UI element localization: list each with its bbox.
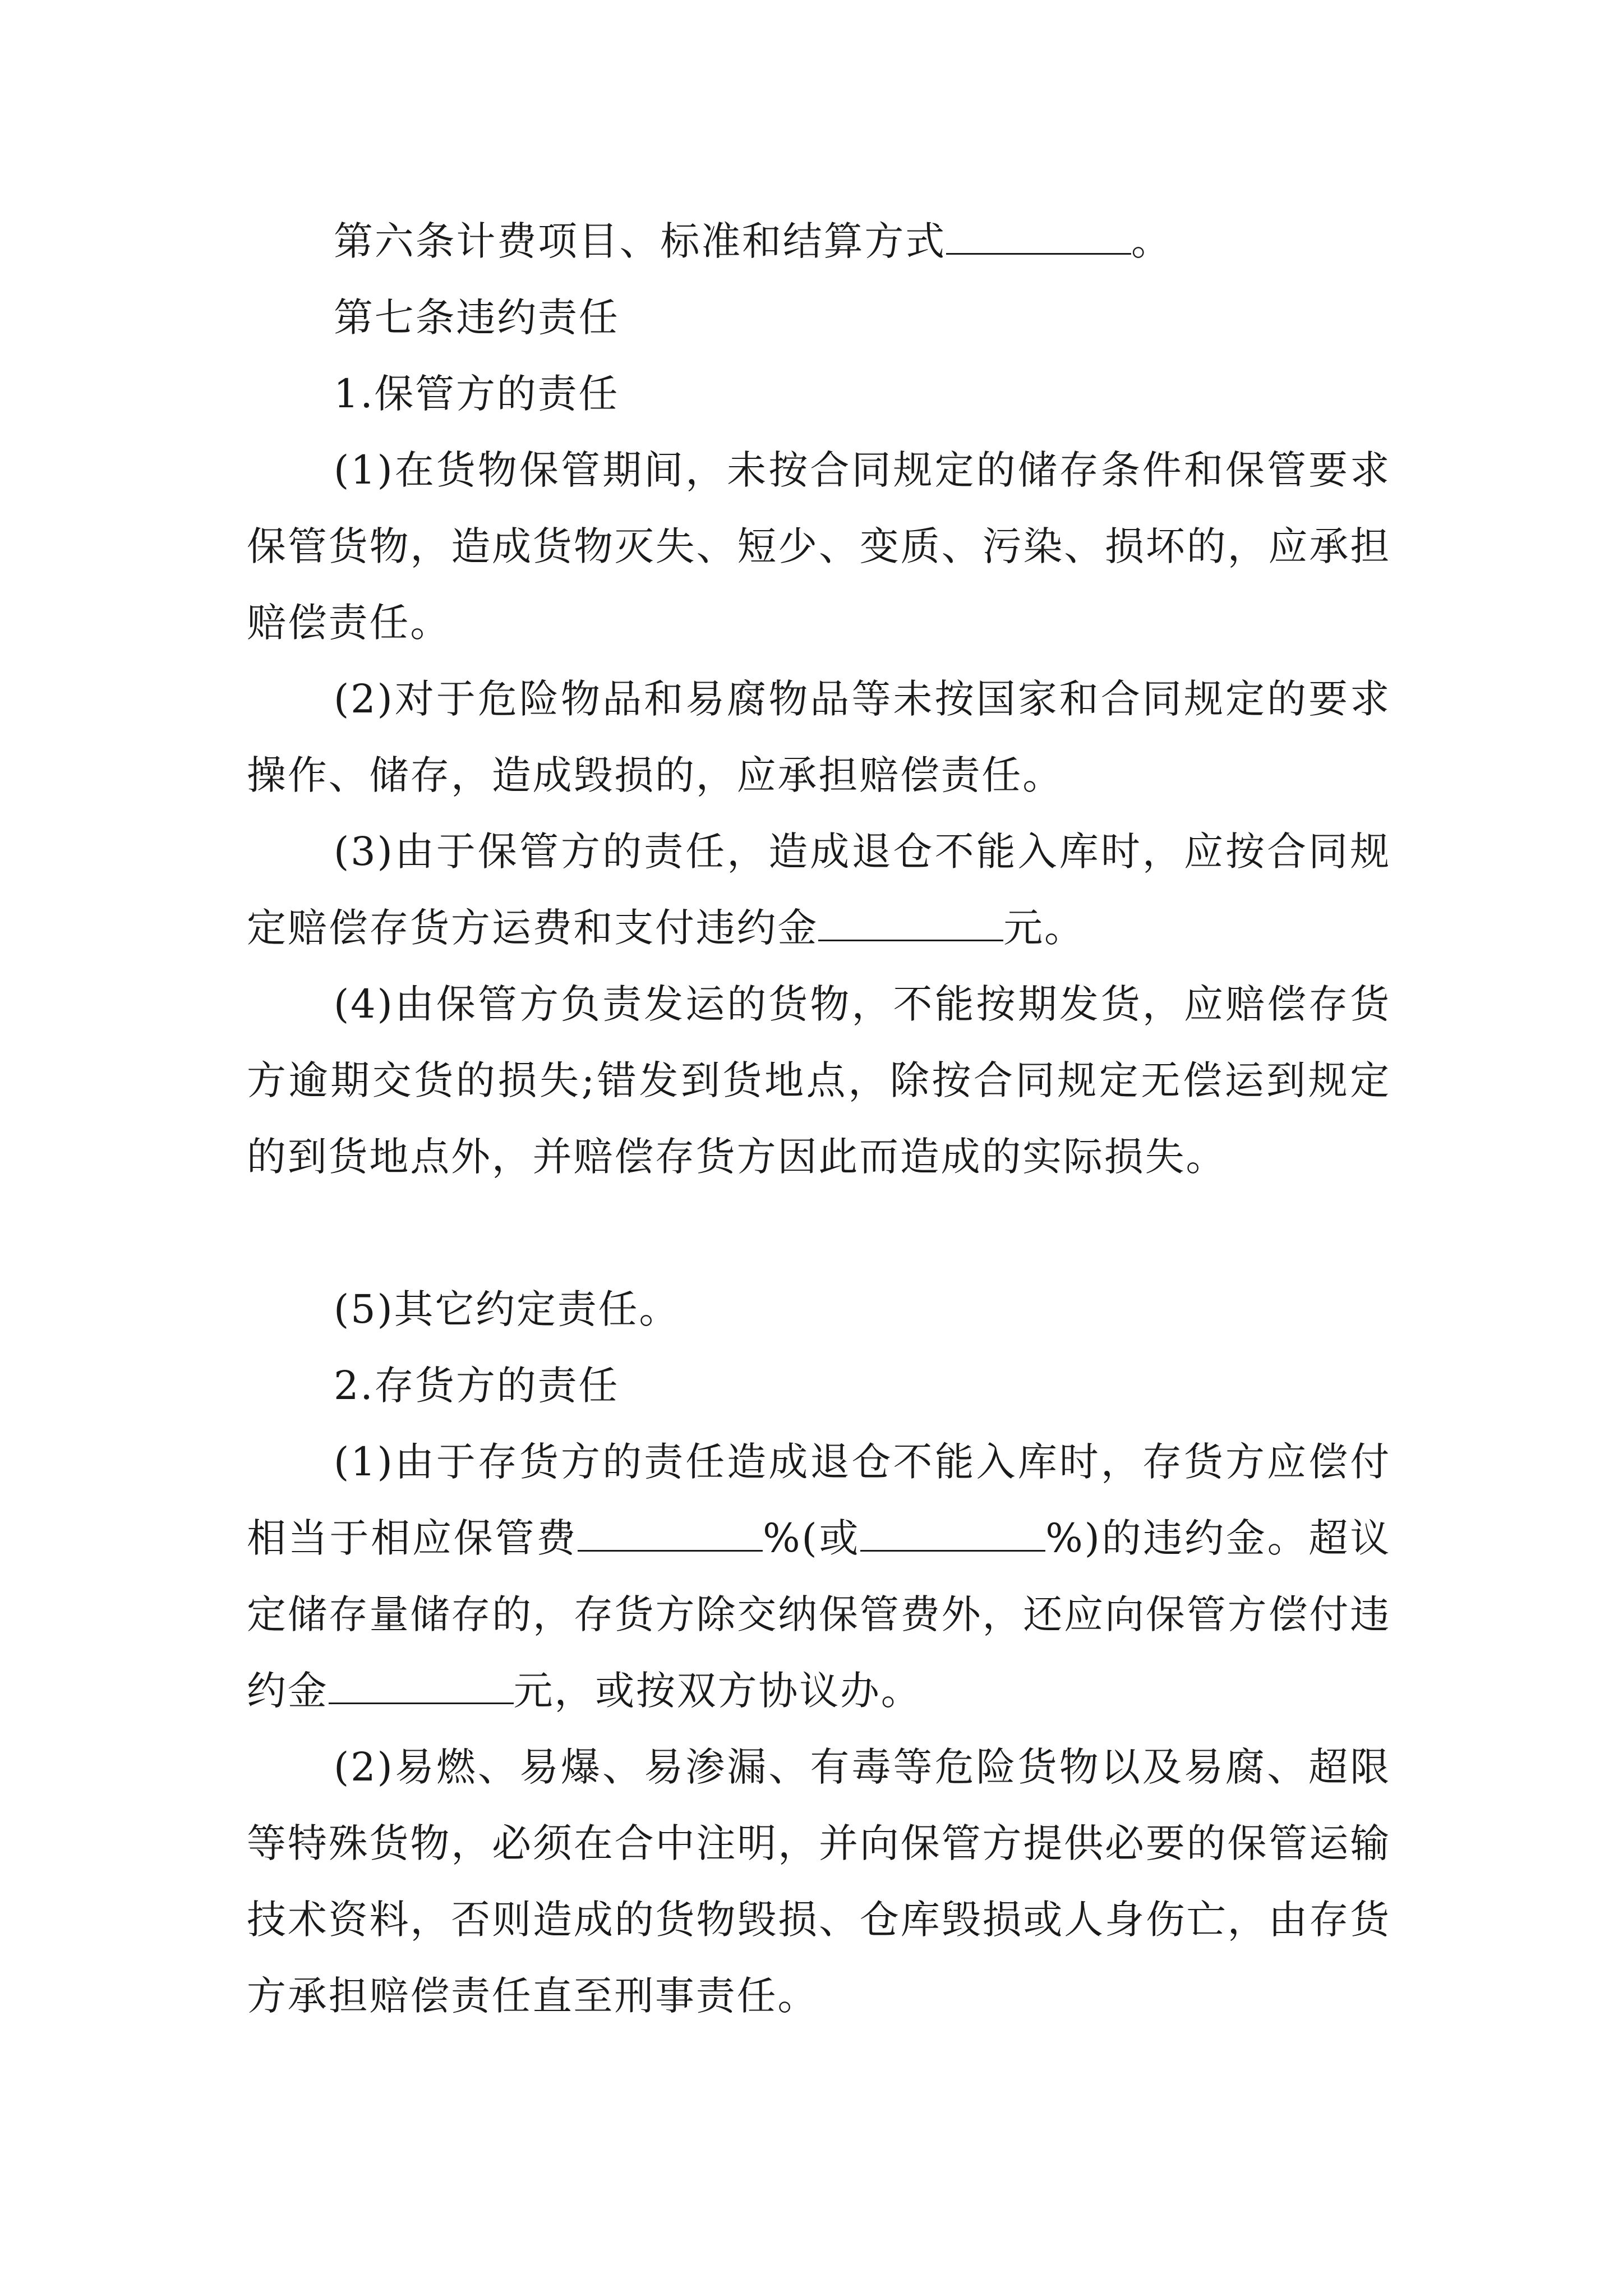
depositor-item-1-text-b: %(或 [763, 1515, 861, 1561]
clause-6-text: 第六条计费项目、标准和结算方式 [334, 218, 946, 264]
custodian-item-3 [247, 813, 1391, 966]
custodian-item-5: (5)其它约定责任。 [334, 1286, 680, 1332]
clause-7-heading: 第七条违约责任 [334, 295, 620, 341]
custodian-item-3-end: 元。 [1003, 905, 1085, 951]
fill-blank [818, 905, 1003, 941]
depositor-liability-heading: 2.存货方的责任 [334, 1363, 620, 1409]
depositor-item-1-text-c: %)的违约金。超议定储存量储存的，存货方除交纳保管费外，还应向保管方偿付违约金 [247, 1515, 1391, 1714]
custodian-item-3-text: (3)由于保管方的责任，造成退仓不能入库时，应按合同规定赔偿存货方运费和支付违约金 [247, 829, 1391, 951]
fill-blank [578, 1515, 763, 1552]
custodian-liability-heading: 1.保管方的责任 [334, 371, 620, 417]
depositor-item-1-text-a: (1)由于存货方的责任造成退仓不能入库时，存货方应偿付相当于相应保管费 [247, 1439, 1391, 1561]
depositor-item-1 [247, 1424, 1391, 1729]
depositor-item-1-text-d: 元，或按双方协议办。 [513, 1668, 922, 1714]
clause-6-paragraph [247, 203, 1391, 279]
clause-6-end: 。 [1131, 218, 1172, 264]
custodian-item-2: (2)对于危险物品和易腐物品等未按国家和合同规定的要求操作、储存，造成毁损的，应承担赔偿责任。 [247, 676, 1391, 798]
fill-blank [946, 218, 1131, 255]
fill-blank [860, 1515, 1045, 1552]
fill-blank [329, 1668, 514, 1704]
depositor-item-2: (2)易燃、易爆、易渗漏、有毒等危险货物以及易腐、超限等特殊货物，必须在合中注明，并向保管方提供必要的保管运输技术资料，否则造成的货物毁损、仓库毁损或人身伤亡，由存货方承担赔偿责任直至刑事责任。 [247, 1744, 1391, 2019]
custodian-item-4: (4)由保管方负责发运的货物，不能按期发货，应赔偿存货方逾期交货的损失;错发到货地点，除按合同规定无偿运到规定的到货地点外，并赔偿存货方因此而造成的实际损失。 [247, 981, 1391, 1180]
custodian-item-1: (1)在货物保管期间，未按合同规定的储存条件和保管要求保管货物，造成货物灭失、短少、变质、污染、损坏的，应承担赔偿责任。 [247, 447, 1391, 646]
